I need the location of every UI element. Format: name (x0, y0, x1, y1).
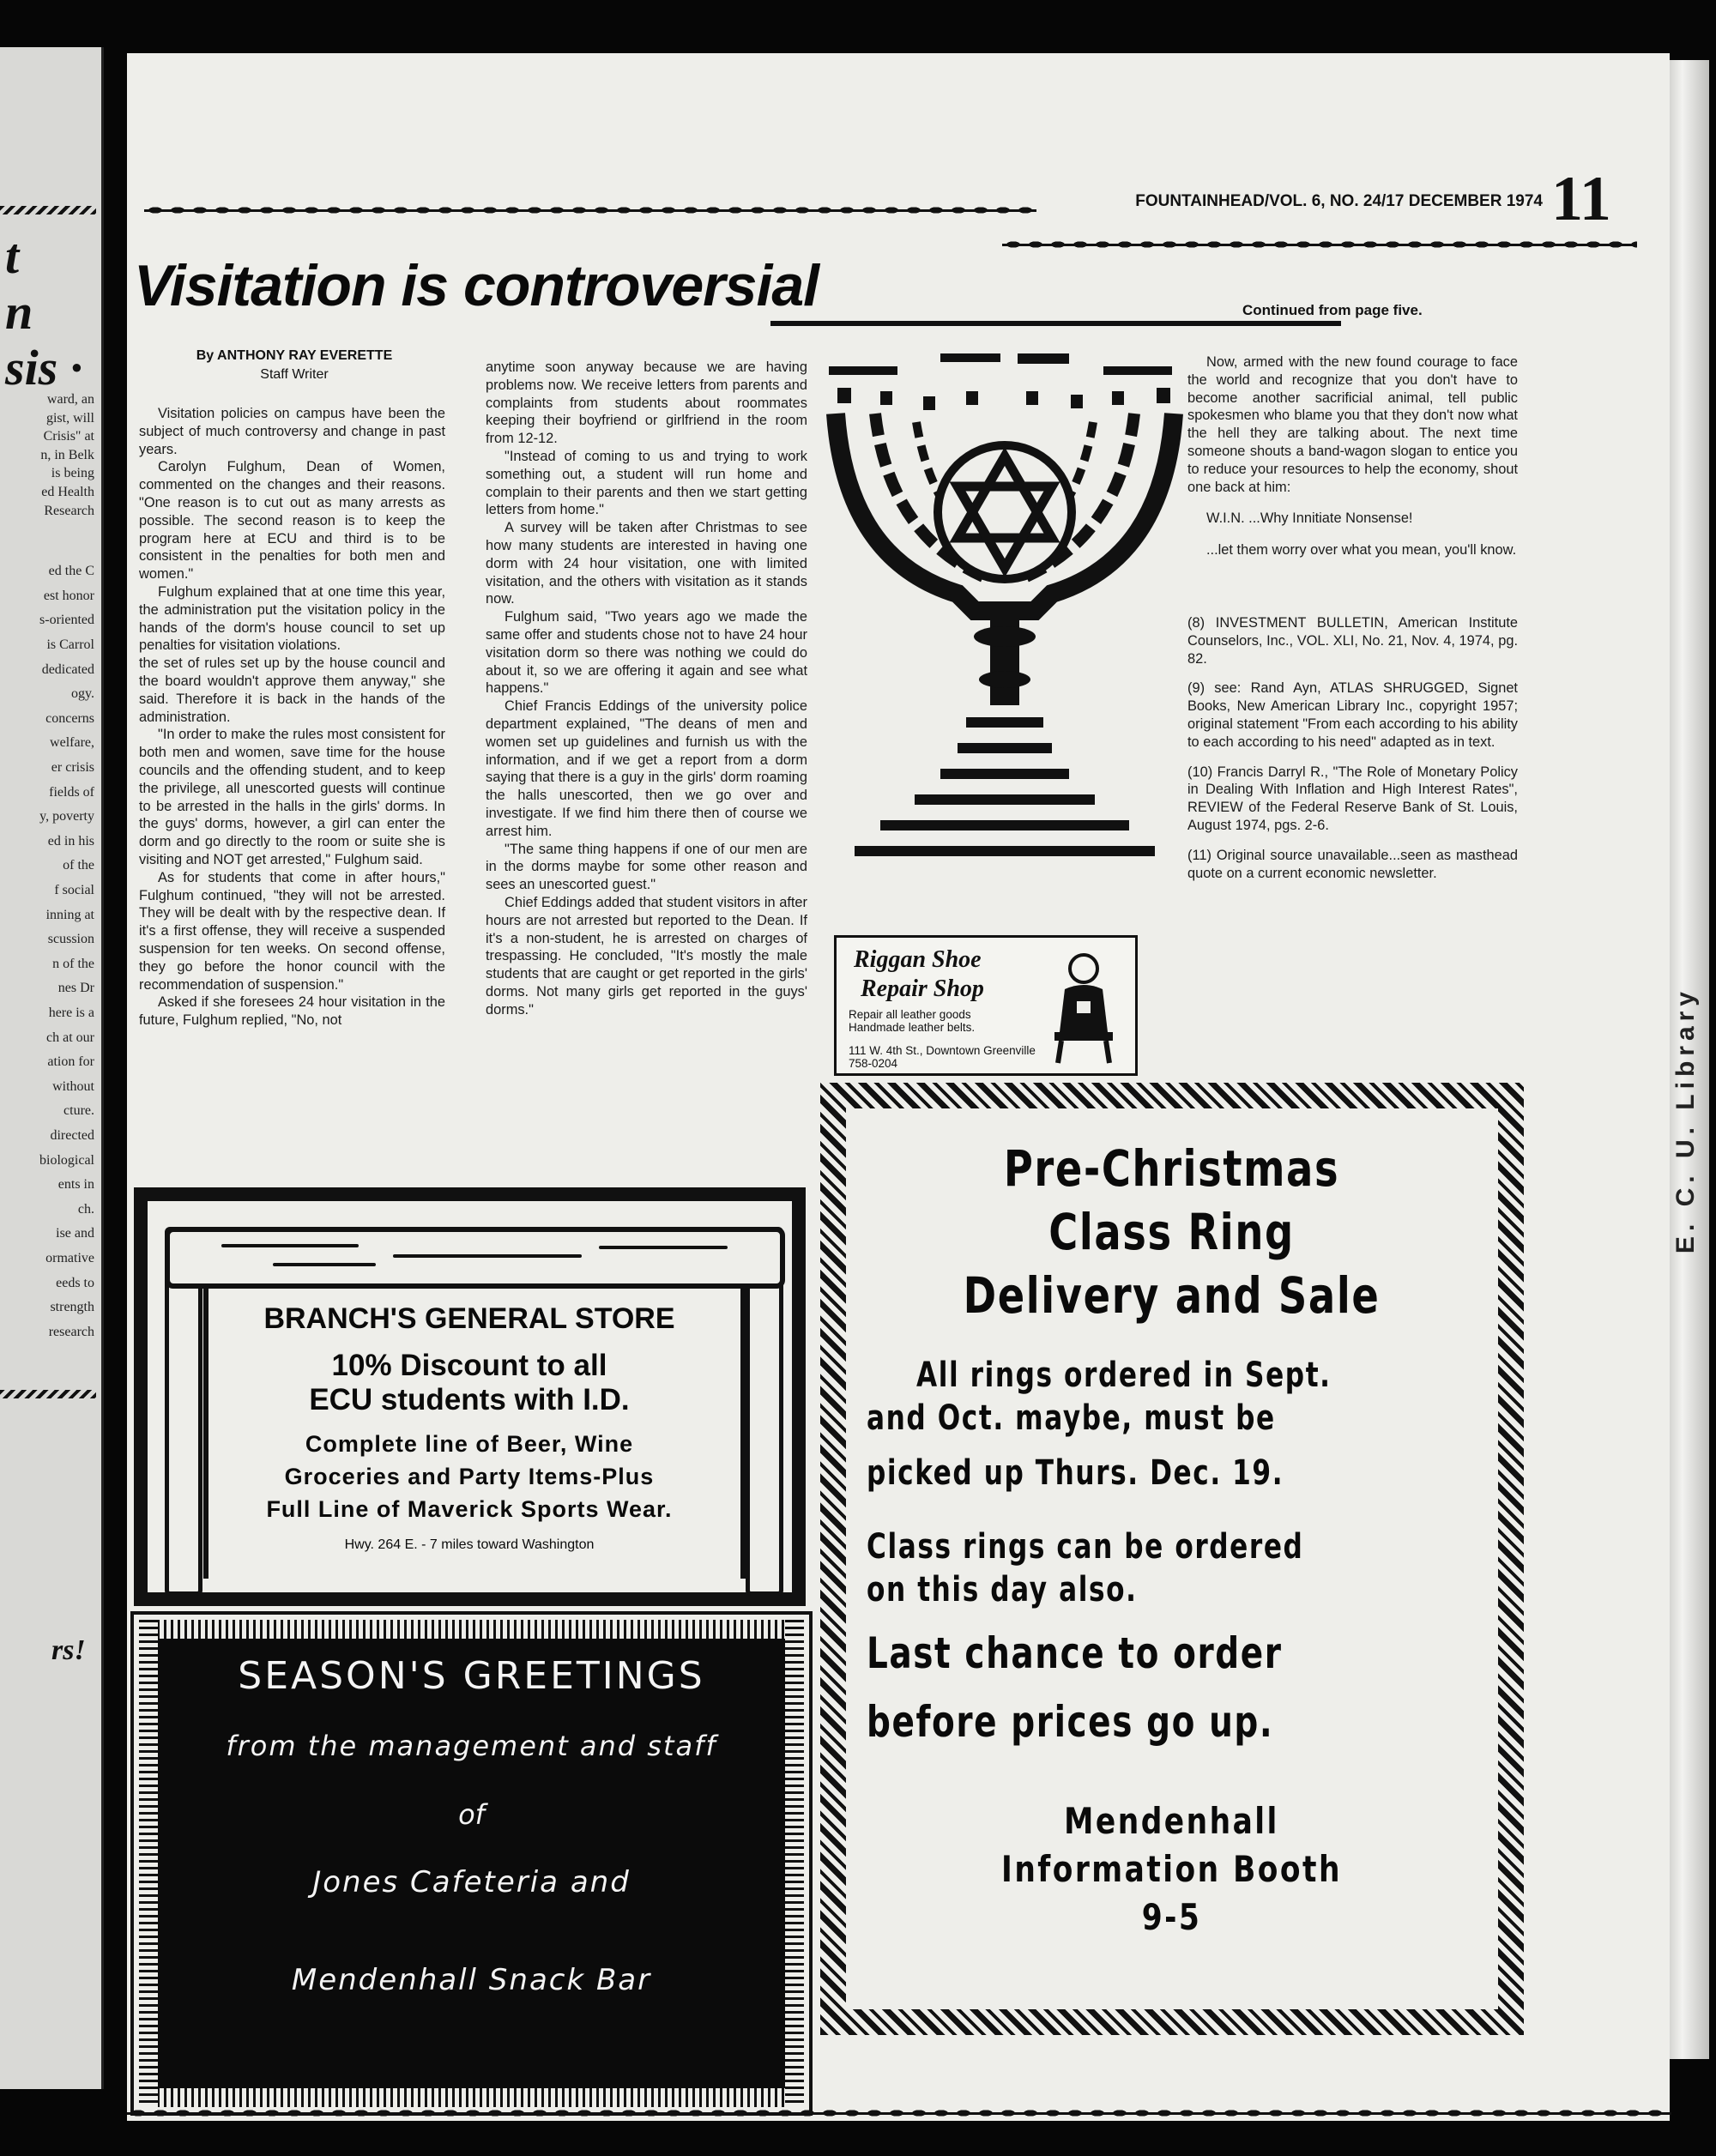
continued-paragraph: W.I.N. ...Why Innitiate Nonsense! (1206, 510, 1413, 527)
previous-page-line: Crisis" at (43, 429, 94, 444)
article-paragraph: anytime soon anyway because we are having problems now. We receive letters from parents and complaints from students about roommates keeping their boyfriend or girlfriend in the room from 12-12. (486, 359, 807, 447)
menorah-illustration (820, 328, 1189, 877)
ring-location: Information Booth (1001, 1848, 1342, 1890)
newspaper-page (127, 53, 1670, 2121)
top-rule (144, 209, 1036, 212)
ring-body-line: picked up Thurs. Dec. 19. (867, 1453, 1284, 1493)
footnote: (10) Francis Darryl R., "The Role of Monetary Policy in Dealing With Inflation and High Interest Rates", REVIEW of the Federal Reserve Bank of St. Louis, August 1974, pgs. 2-6. (1187, 764, 1518, 833)
previous-page-line: directed (50, 1128, 94, 1143)
previous-page-line: scussion (47, 932, 94, 947)
previous-page-line: y, poverty (39, 809, 94, 824)
article-paragraph: Carolyn Fulghum, Dean of Women, commented on the changes and their reasons. "One reason is to cut out as many arrests as possible. The second reason is to keep the program here at ECU and third is to be consistent in the penalties for both men and women." (139, 459, 445, 583)
previous-page-line: research (48, 1324, 94, 1339)
footnote: (8) INVESTMENT BULLETIN, American Institute Counselors, Inc., VOL. XLI, No. 21, Nov. 4, 1974, pg. 82. (1187, 614, 1518, 667)
previous-page-line: welfare, (50, 735, 94, 751)
previous-page-line: ward, an (46, 392, 94, 407)
previous-page-line: ed the C (48, 564, 94, 579)
previous-page-line: biological (39, 1152, 94, 1168)
previous-page-line: ch. (77, 1201, 94, 1217)
greeting-line: from the management and staff (226, 1730, 717, 1762)
previous-page-line: cture. (63, 1103, 94, 1119)
previous-page-border (0, 206, 96, 214)
ad-address: 111 W. 4th St., Downtown Greenville 758-0204 (849, 1044, 1036, 1070)
previous-page-line: ormative (45, 1251, 94, 1265)
discount-line: ECU students with I.D. (309, 1383, 630, 1416)
article-column-2 (486, 359, 807, 1018)
previous-headline-fragment: sis · (5, 340, 83, 396)
article-paragraph: Asked if she foresees 24 hour visitation in the future, Fulghum replied, "No, not (139, 994, 445, 1029)
previous-page-line: of the (63, 858, 94, 873)
wood-grain (599, 1246, 728, 1249)
store-location: Hwy. 264 E. - 7 miles toward Washington (344, 1537, 595, 1552)
article-paragraph: A survey will be taken after Christmas to see how many students are interested in having one dorm with 24 hour visitation, one with limited visitation, and the others with visitation as it stands now. (486, 520, 807, 607)
ring-body-line: Class rings can be ordered (867, 1527, 1304, 1567)
wood-grain (221, 1244, 359, 1247)
seasons-greetings-ad (134, 1615, 809, 2112)
article-paragraph: As for students that come in after hours," Fulghum continued, "they will not be arrested. They will be dealt with by the respective dean. If it's a first offense, they will receive a suspended suspension for ten weeks. On second offense, they go before the honor council with the recommendation of suspension." (139, 869, 445, 993)
article-paragraph: Chief Eddings added that student visitors in after hours are not arrested but reported to the Dean. If it's a non-student, he is arrested on charges of trespassing. He concluded, "It's mostly the male students that are caught or get reported in the girls' dorms. Not many girls get reported in the guys' dorms." (486, 894, 807, 1018)
continued-paragraph: Now, armed with the new found courage to face the world and recognize that you don't have to become another sacrificial animal, tell public spokesmen who blame you that they don't now what the hell they are talking about. The next time someone shouts a band-wagon slogan to entice you to reduce your resources to help the economy, shout one back at him: (1187, 354, 1518, 495)
product-line: Full Line of Maverick Sports Wear. (266, 1496, 673, 1522)
bottom-rule (127, 2112, 1671, 2115)
previous-headline-fragment: t (5, 228, 20, 284)
cobbler-illustration (1039, 946, 1128, 1066)
previous-page-line: ents in (57, 1177, 94, 1193)
top-rule-right (1002, 244, 1637, 246)
previous-page-line: n, in Belk (40, 447, 94, 462)
previous-page-line: n of the (52, 956, 94, 971)
decorative-trim (139, 1620, 804, 1639)
wood-grain (273, 1263, 376, 1266)
author-role: Staff Writer (260, 367, 329, 382)
previous-page-line: ed in his (47, 833, 94, 849)
footnote: (11) Original source unavailable...seen as masthead quote on a current economic newsletter. (1187, 847, 1518, 881)
ad-panel (148, 1201, 792, 1592)
previous-page-line: fields of (49, 784, 94, 800)
ring-headline: Class Ring (1048, 1203, 1295, 1261)
greeting-line: Mendenhall Snack Bar (291, 1963, 652, 1997)
byline (144, 347, 444, 384)
class-ring-ad (820, 1083, 1524, 2035)
riggan-shoe-ad (834, 935, 1138, 1076)
article-paragraph: "The same thing happens if one of our men are in the dorms maybe for some other reason and sees an unescorted guest." (486, 841, 807, 893)
article-paragraph: Fulghum said, "Two years ago we made the same offer and students chose not to have 24 hour visitation dorm so there was nothing we could do about it, so we are offering it again and see what happens." (486, 609, 807, 697)
ring-body-line: on this day also. (867, 1570, 1138, 1609)
product-line: Complete line of Beer, Wine (305, 1431, 634, 1457)
ad-title: Riggan Shoe (854, 946, 982, 973)
article-paragraph: "Instead of coming to us and trying to work something out, a student will run home and complain to their parents and then we start getting letters from home." (486, 448, 807, 518)
ring-body-line: Last chance to order (867, 1628, 1283, 1678)
previous-page-line: here is a (48, 1006, 94, 1020)
article-paragraph: Fulghum explained that at one time this year, the administration put the visitation policy in the hands of the dorm's house council to set up penalties for visitation violations. (139, 583, 445, 654)
article-paragraph: Visitation policies on campus have been the subject of much controversy and change in past years. (139, 406, 445, 457)
page-edge-stack (1665, 60, 1709, 2059)
previous-page-line: ogy. (71, 686, 94, 702)
previous-page-line: is Carrol (46, 637, 94, 652)
previous-page-line: ise and (56, 1226, 94, 1241)
article-paragraph: "In order to make the rules most consistent for both men and women, save time for the house councils and the offending student, and to keep the privilege, all unescorted guests will continue to be arrested in the halls in the girls' dorms. In the guys' dorms, however, a girl can enter the dorm and go directly to the room or suite she is visiting and NOT get arrested," Fulghum said. (139, 727, 445, 867)
previous-page-line: dedicated (41, 661, 94, 677)
previous-footer-fragment: rs! (51, 1634, 86, 1666)
article-paragraph: the set of rules set up by the house council and the board wouldn't approve them anyway," she said. Therefore it is back in the hands of the administration. (139, 655, 445, 725)
masthead-line: FOUNTAINHEAD/VOL. 6, NO. 24/17 DECEMBER 1974 (1135, 192, 1543, 210)
previous-page-line: eeds to (56, 1275, 94, 1290)
branch-general-store-ad (134, 1187, 806, 1606)
sign-beam (165, 1227, 785, 1289)
previous-page-line: ch at our (46, 1030, 94, 1045)
previous-page-line: nes Dr (57, 981, 94, 996)
store-name: BRANCH'S GENERAL STORE (263, 1302, 675, 1335)
ad-services: Repair all leather goods Handmade leather belts. (849, 1008, 976, 1034)
article-column-1 (139, 405, 445, 1030)
library-stamp: E. C. U. Library (1671, 987, 1700, 1254)
previous-page-edge (0, 47, 104, 2089)
author-name: By ANTHONY RAY EVERETTE (196, 348, 393, 363)
footnote: (9) see: Rand Ayn, ATLAS SHRUGGED, Signet Books, New American Library Inc., copyright 1957; original statement "From each according to his ability to each according to his need" adapted as in text. (1187, 680, 1518, 750)
previous-page-line: ation for (47, 1054, 94, 1070)
continued-label: Continued from page five. (1242, 302, 1423, 318)
previous-page-line: inning at (45, 907, 94, 922)
greeting-title: SEASON'S GREETINGS (238, 1654, 705, 1698)
continued-column (1187, 353, 1518, 882)
article-paragraph: Chief Francis Eddings of the university police department explained, "The deans of men and women set up guidelines and furnish us with the information, and if we get a report from a dorm saying that there is a guy in the girls' dorm roaming the halls unescorted, then we go over and investigate. If we find him there then of course we arrest him. (486, 698, 807, 839)
ring-hours: 9-5 (1141, 1896, 1202, 1938)
ring-headline: Delivery and Sale (963, 1266, 1381, 1325)
previous-page-line: without (52, 1078, 94, 1094)
previous-page-line: f social (54, 883, 94, 897)
previous-page-border (0, 1390, 96, 1398)
product-line: Groceries and Party Items-Plus (284, 1464, 655, 1489)
greeting-line: Jones Cafeteria and (312, 1865, 631, 1899)
previous-page-line: ed Health (41, 485, 94, 499)
previous-page-line: s-oriented (39, 613, 94, 628)
greeting-line: of (458, 1798, 485, 1831)
article-headline: Visitation is controversial (134, 253, 819, 318)
previous-page-line: est honor (43, 588, 94, 603)
headline-rule (770, 321, 1341, 326)
ring-body-line: before prices go up. (867, 1697, 1274, 1747)
page-number: 11 (1551, 164, 1611, 234)
previous-page-line: strength (50, 1300, 94, 1315)
previous-page-line: is being (51, 466, 94, 481)
ring-body-line: All rings ordered in Sept. (916, 1356, 1332, 1395)
previous-page-line: Research (44, 503, 94, 518)
ad-title: Repair Shop (861, 975, 984, 1002)
discount-line: 10% Discount to all (331, 1349, 607, 1382)
previous-page-line: concerns (45, 710, 94, 726)
ring-location: Mendenhall (1064, 1800, 1279, 1842)
previous-page-line: er crisis (51, 760, 94, 775)
ring-headline: Pre-Christmas (1003, 1139, 1340, 1198)
ring-ad-body (865, 1131, 1478, 1980)
wood-grain (393, 1254, 582, 1258)
previous-headline-fragment: n (5, 284, 33, 340)
ring-body-line: and Oct. maybe, must be (867, 1398, 1276, 1438)
continued-paragraph: ...let them worry over what you mean, you'll know. (1206, 542, 1517, 559)
previous-page-line: gist, will (45, 410, 94, 426)
